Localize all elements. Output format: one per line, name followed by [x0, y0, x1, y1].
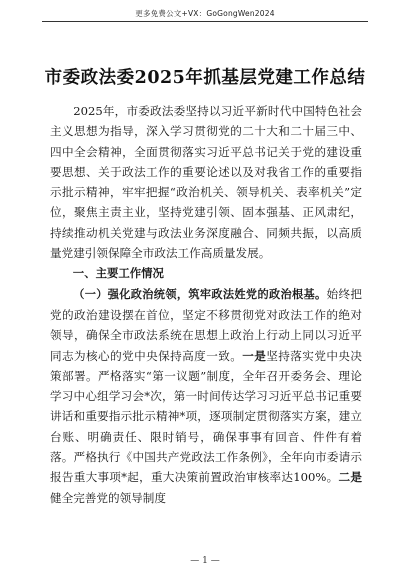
section-heading-main-work: 一、主要工作情况 — [72, 266, 164, 281]
subsection-paragraph-political-leadership — [50, 284, 362, 508]
point-lead-first: 一是 — [242, 348, 267, 363]
header-divider — [42, 21, 368, 22]
document-title: 市委政法委2025年抓基层党建工作总结 — [44, 68, 366, 88]
subsection-text-b: 坚持落实党中央决策部署。严格落实“第一议题”制度，全年召开委务会、理论学习中心组学习会*次，第一时间传达学习习近平总书记重要讲话和重要指示批示精神*项，逐项制定贯彻落实方案，建立台账、明确责任、限时销号，确保事事有回音、件件有着落。严格执行《中国共产党政法工作条例》，全年向市委请示报告重大事项*起，重大决策前置政治审核率达100%。 — [50, 348, 362, 485]
document-body — [50, 101, 362, 508]
subsection-heading-political-leadership: （一）强化政治统领，筑牢政法姓党的政治根基。 — [73, 287, 327, 301]
header-note: 更多免费公文+VX：GoGongWen2024 — [135, 9, 275, 18]
subsection-text-a: 始终把党的政治建设摆在首位，坚定不移贯彻党对政法工作的绝对领导，确保全市政法系统在思想上政治上行动上同以习近平同志为核心的党中央保持高度一致。 — [50, 286, 362, 363]
page-number: — 1 — — [190, 556, 220, 566]
subsection-text-c: 健全完善党的领导制度 — [50, 490, 166, 505]
point-lead-second: 二是 — [338, 470, 362, 485]
intro-paragraph: 2025年，市委政法委坚持以习近平新时代中国特色社会主义思想为指导，深入学习贯彻党的二十大和二十届三中、四中全会精神，全面贯彻落实习近平总书记关于党的建设重要思想、关于政法工作的重要论述以及对我省工作的重要指示批示精神，牢牢把握“政治机关、领导机关、表率机关”定位，聚焦主责主业，坚持党建引领、固本强基、正风肃纪，持续推动机关党建与政法业务深度融合、同频共振，以高质量党建引领保障全市政法工作高质量发展。 — [50, 104, 362, 261]
